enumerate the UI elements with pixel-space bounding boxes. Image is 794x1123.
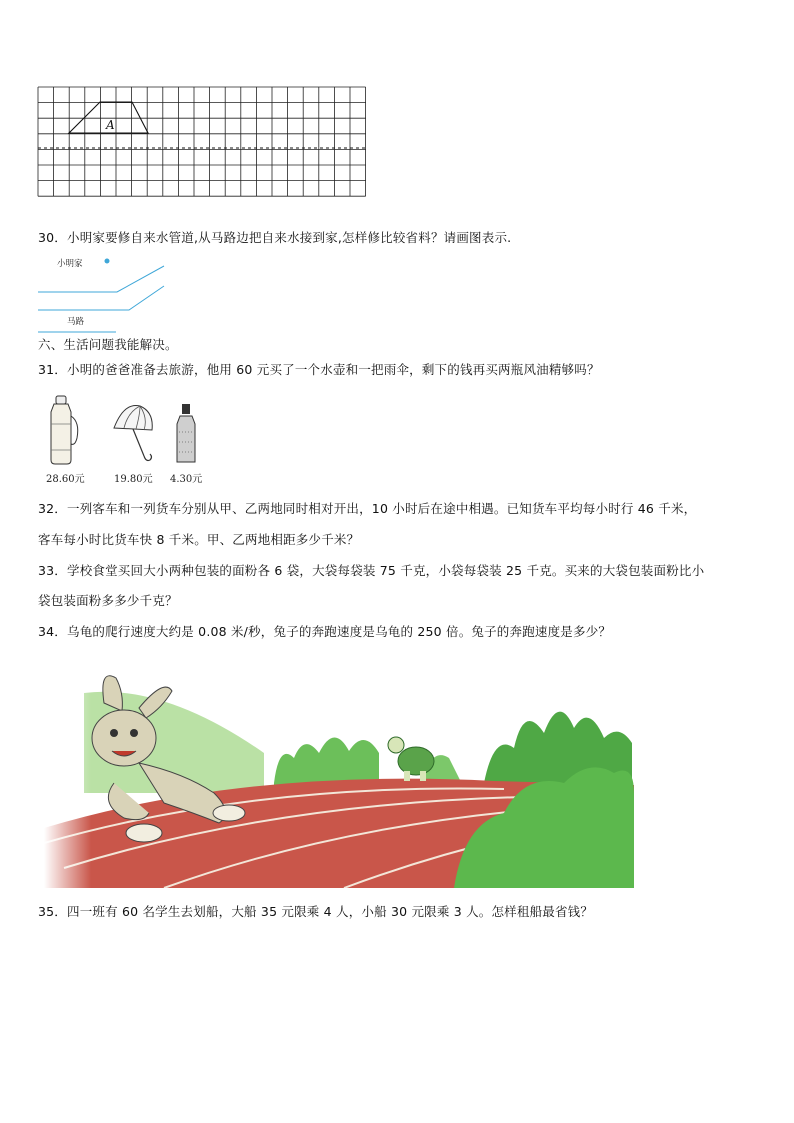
rabbit-tortoise-race-illustration — [44, 663, 634, 888]
umbrella-price: 19.80元 — [114, 474, 153, 485]
question-33-line2: 袋包装面粉多多少千克？ — [38, 593, 178, 608]
section-heading: 六、生活问题我能解决。 — [38, 337, 178, 352]
road-label: 马路 — [67, 317, 85, 327]
road-upper-edge — [38, 266, 164, 292]
question-34: 34．乌龟的爬行速度大约是 0.08 米/秒，兔子的奔跑速度是乌龟的 250 倍。兔子的奔跑速度是多少？ — [38, 624, 612, 639]
water-bottle-icon — [44, 394, 84, 466]
house-dot-icon — [105, 259, 110, 264]
house-label: 小明家 — [57, 259, 83, 269]
question-32-line1: 32．一列客车和一列货车分别从甲、乙两地同时相对开出，10 小时后在途中相遇。已知货车平均每小时行 46 千米， — [38, 501, 697, 516]
question-31: 31．小明的爸爸准备去旅游，他用 60 元买了一个水壶和一把雨伞，剩下的钱再买两瓶风油精够吗？ — [38, 362, 600, 377]
road-lower-edge — [38, 286, 164, 310]
oil-price: 4.30元 — [170, 474, 203, 485]
shape-label: A — [106, 118, 115, 132]
umbrella-icon — [110, 402, 158, 466]
oil-bottle-icon — [174, 402, 198, 466]
bottle-price: 28.60元 — [46, 474, 85, 485]
grid-figure — [36, 86, 368, 200]
question-32-line2: 客车每小时比货车快 8 千米。甲、乙两地相距多少千米？ — [38, 532, 360, 547]
question-35: 35．四一班有 60 名学生去划船，大船 35 元限乘 4 人，小船 30 元限乘 3 人。怎样租船最省钱？ — [38, 904, 594, 919]
question-30: 30．小明家要修自来水管道,从马路边把自来水接到家,怎样修比较省料？请画图表示. — [38, 230, 512, 245]
question-33-line1: 33．学校食堂买回大小两种包装的面粉各 6 袋，大袋每袋装 75 千克，小袋每袋装 25 千克。买来的大袋包装面粉比小 — [38, 563, 705, 578]
